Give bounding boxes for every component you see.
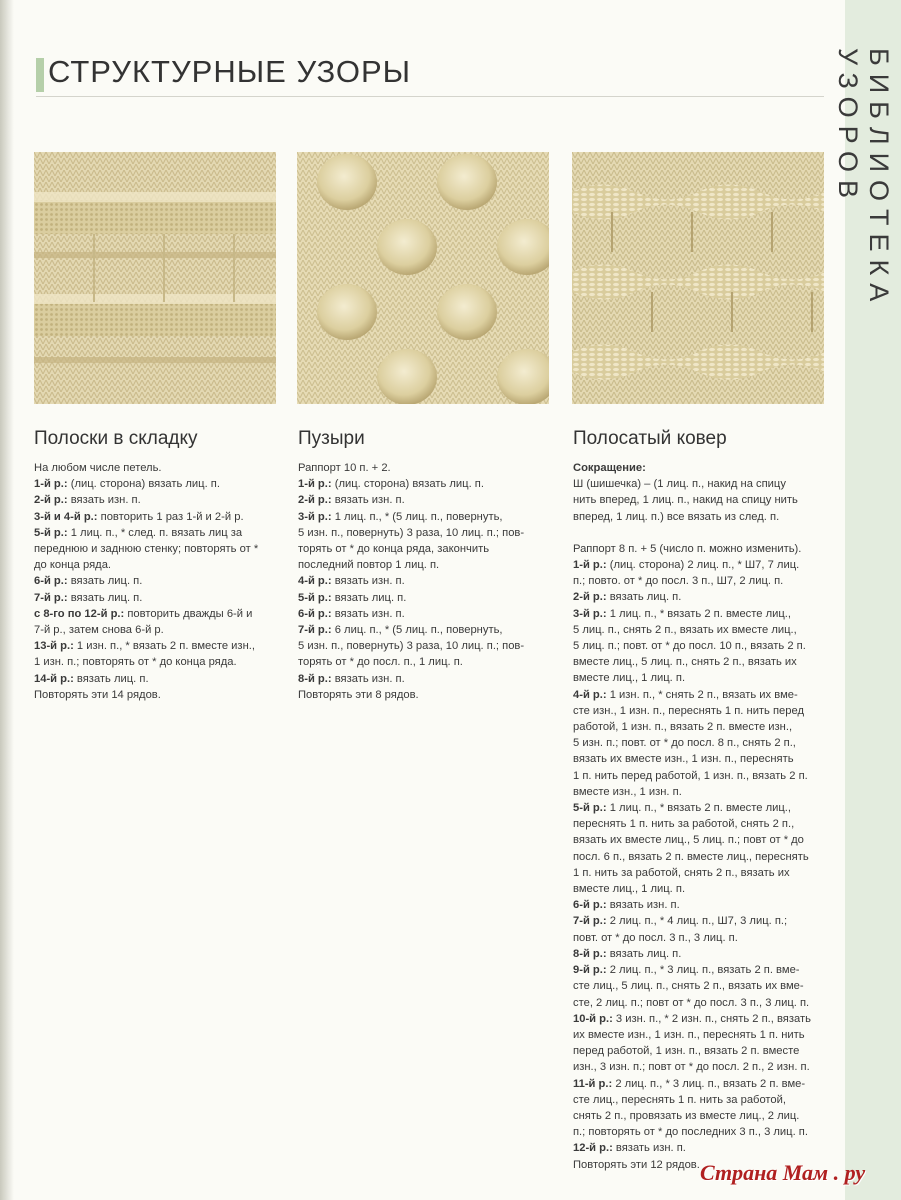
instruction-line — [34, 622, 279, 638]
row-label: Сокращение: — [573, 462, 646, 474]
row-text: 5 лиц. п., снять 2 п., вязать их вместе лиц., — [573, 623, 797, 636]
row-text: п.; повторять от * до последних 3 п., 3 лиц. п. — [573, 1126, 808, 1139]
row-text: торять от * до конца ряда, закончить — [298, 543, 490, 556]
instruction-line — [573, 1092, 831, 1108]
row-text: 5 изн. п., повернуть) 3 раза, 10 лиц. п.; пов- — [298, 640, 525, 653]
instruction-line — [573, 638, 831, 654]
instruction-line — [573, 1124, 831, 1140]
instruction-line — [298, 460, 550, 476]
row-label: 7-й р.: — [298, 624, 332, 637]
row-text: вместе изн., 1 изн. п. — [573, 785, 682, 798]
row-label: с 8-го по 12-й р.: — [34, 607, 125, 620]
row-text: (лиц. сторона) вязать лиц. п. — [67, 478, 220, 491]
row-text: сте лиц., переснять 1 п. нить за работой, — [573, 1093, 787, 1106]
instruction-line — [573, 589, 831, 605]
pattern-instructions — [298, 460, 550, 703]
instruction-line — [573, 962, 831, 978]
instruction-line — [573, 509, 831, 525]
instruction-line — [298, 687, 550, 703]
row-text: (лиц. сторона) вязать лиц. п. — [331, 478, 484, 491]
row-label: 7-й р.: — [34, 591, 68, 604]
instruction-line — [34, 573, 279, 589]
row-text: снять 2 п., провязать из вместе лиц., 2 лиц. — [573, 1109, 800, 1122]
row-text: повторить 1 раз 1-й и 2-й р. — [97, 510, 244, 523]
instruction-line — [573, 476, 831, 492]
instruction-line — [573, 703, 831, 719]
instruction-line — [573, 622, 831, 638]
row-text: 2 лиц. п., * 3 лиц. п., вязать 2 п. вме- — [612, 1077, 806, 1090]
row-text: 6 лиц. п., * (5 лиц. п., повернуть, — [331, 624, 503, 637]
instruction-line — [34, 687, 279, 703]
instruction-line — [298, 671, 550, 687]
row-text: вместе лиц., 1 лиц. п. — [573, 883, 686, 896]
row-text: вязать их вместе лиц., 5 лиц. п.; повт от * до — [573, 834, 804, 847]
row-label: 5-й р.: — [34, 526, 68, 539]
instruction-line — [573, 784, 831, 800]
row-text: вместе лиц., 1 лиц. п. — [573, 672, 686, 685]
row-label: 10-й р.: — [573, 1012, 613, 1025]
row-label: 8-й р.: — [573, 947, 607, 960]
row-label: 5-й р.: — [573, 802, 607, 815]
instruction-line — [34, 654, 279, 670]
instruction-line — [573, 1027, 831, 1043]
pattern-title: Полоски в складку — [34, 428, 198, 449]
row-label: 7-й р.: — [573, 915, 607, 928]
row-text: вязать изн. п. — [606, 899, 680, 912]
row-label: 4-й р.: — [298, 575, 332, 588]
row-label: 2-й р.: — [34, 494, 68, 507]
page-gutter-shadow — [0, 0, 14, 1200]
instruction-line — [34, 606, 279, 622]
row-text: вязать изн. п. — [331, 672, 405, 685]
row-text: повторить дважды 6-й и — [124, 607, 253, 620]
instruction-line — [298, 638, 550, 654]
pattern-instructions — [34, 460, 279, 703]
row-label: 6-й р.: — [573, 899, 607, 912]
row-text: вязать их вместе изн., 1 изн. п., переснять — [573, 753, 794, 766]
instruction-line — [573, 1043, 831, 1059]
row-text: (лиц. сторона) 2 лиц. п., * Ш7, 7 лиц. — [606, 559, 800, 572]
row-label: 9-й р.: — [573, 964, 607, 977]
instruction-line — [573, 865, 831, 881]
row-text: вязать лиц. п. — [606, 591, 682, 604]
instruction-line — [573, 897, 831, 913]
row-text: 1 лиц. п., * вязать 2 п. вместе лиц., — [606, 802, 791, 815]
row-text: повт. от * до посл. 3 п., 3 лиц. п. — [573, 931, 738, 944]
instruction-line — [573, 1108, 831, 1124]
row-text: торять от * до посл. п., 1 лиц. п. — [298, 656, 463, 669]
instruction-line — [298, 476, 550, 492]
row-text: Раппорт 8 п. + 5 (число п. можно изменить). — [573, 542, 802, 555]
row-text: п.; повто. от * до посл. 3 п., Ш7, 2 лиц. п. — [573, 575, 784, 588]
instruction-line — [573, 573, 831, 589]
row-label: 1-й р.: — [298, 478, 332, 491]
row-text: перед работой, 1 изн. п., вязать 2 п. вместе — [573, 1045, 800, 1058]
instruction-line — [34, 541, 279, 557]
row-text: Повторять эти 14 рядов. — [34, 688, 161, 701]
row-text: 5 лиц. п.; повт. от * до посл. 10 п., вязать 2 п. — [573, 640, 806, 653]
title-divider — [36, 96, 824, 97]
pattern-column-striped-rug — [573, 428, 831, 1173]
row-text: вместе лиц., 5 лиц. п., снять 2 п., вязать их — [573, 656, 797, 669]
row-text: вязать лиц. п. — [606, 947, 682, 960]
row-text: Ш (шишечка) – (1 лиц. п., накид на спицу — [573, 478, 786, 491]
instruction-line — [298, 492, 550, 508]
instruction-line — [573, 930, 831, 946]
instruction-line — [573, 881, 831, 897]
pattern-instructions — [573, 460, 831, 1173]
instruction-line — [34, 590, 279, 606]
instruction-line — [573, 832, 831, 848]
instruction-line — [573, 606, 831, 622]
row-text: до конца ряда. — [34, 559, 112, 572]
swatch-striped-rug — [572, 152, 824, 404]
instruction-line — [573, 1140, 831, 1156]
row-text: 5 изн. п., повернуть) 3 раза, 10 лиц. п.; пов- — [298, 526, 525, 539]
row-text: их вместе изн., 1 изн. п., переснять 1 п. нить — [573, 1028, 805, 1041]
row-text: На любом числе петель. — [34, 462, 162, 474]
instruction-line — [34, 638, 279, 654]
row-text: 7-й р., затем снова 6-й р. — [34, 624, 164, 637]
instruction-line — [573, 768, 831, 784]
instruction-line — [298, 557, 550, 573]
row-text: вязать лиц. п. — [331, 591, 407, 604]
instruction-line — [573, 800, 831, 816]
row-text: вязать лиц. п. — [67, 575, 143, 588]
instruction-line — [573, 946, 831, 962]
row-text: 1 п. нить перед работой, 1 изн. п., вязать 2 п. — [573, 769, 808, 782]
row-label: 11-й р.: — [573, 1077, 613, 1090]
instruction-line — [34, 492, 279, 508]
row-text: 1 п. нить за работой, снять 2 п., вязать их — [573, 866, 790, 879]
row-text: 2 лиц. п., * 3 лиц. п., вязать 2 п. вме- — [606, 964, 800, 977]
instruction-line — [34, 476, 279, 492]
instruction-line — [573, 557, 831, 573]
instruction-line — [573, 719, 831, 735]
instruction-line — [573, 995, 831, 1011]
instruction-line — [298, 606, 550, 622]
row-label: 4-й р.: — [573, 688, 607, 701]
row-text: вязать изн. п. — [67, 494, 141, 507]
row-text: вязать изн. п. — [612, 1142, 686, 1155]
row-label: 8-й р.: — [298, 672, 332, 685]
row-text: вперед, 1 лиц. п.) все вязать из след. п. — [573, 510, 780, 523]
row-label: 2-й р.: — [298, 494, 332, 507]
instruction-line — [298, 654, 550, 670]
instruction-line — [573, 849, 831, 865]
row-text: вязать лиц. п. — [67, 591, 143, 604]
row-label: 5-й р.: — [298, 591, 332, 604]
row-text: 1 изн. п., * вязать 2 п. вместе изн., — [73, 640, 255, 653]
instruction-line — [573, 670, 831, 686]
row-text: переднюю и заднюю стенку; повторять от * — [34, 543, 259, 556]
instruction-line — [34, 557, 279, 573]
instruction-line — [34, 671, 279, 687]
site-watermark: Страна Мам . ру — [700, 1160, 866, 1185]
instruction-line — [298, 525, 550, 541]
row-text: работой, 1 изн. п., вязать 2 п. вместе изн., — [573, 721, 793, 734]
row-text: 5 изн. п.; повт. от * до посл. 8 п., снять 2 п., — [573, 737, 796, 750]
row-label: 2-й р.: — [573, 591, 607, 604]
row-label: 6-й р.: — [34, 575, 68, 588]
row-text: сте, 2 лиц. п.; повт от * до посл. 3 п., 3 лиц. п. — [573, 996, 810, 1009]
row-text: Повторять эти 8 рядов. — [298, 688, 419, 701]
row-label: 1-й р.: — [34, 478, 68, 491]
instruction-line — [573, 913, 831, 929]
instruction-line — [573, 735, 831, 751]
instruction-line — [573, 492, 831, 508]
row-label: 3-й р.: — [573, 607, 607, 620]
instruction-line — [298, 590, 550, 606]
instruction-line — [573, 541, 831, 557]
row-text: Повторять эти 12 рядов. — [573, 1158, 700, 1171]
side-section-title: БИБЛИОТЕКА УЗОРОВ — [833, 48, 894, 310]
row-text: 3 изн. п., * 2 изн. п., снять 2 п., вязать — [612, 1012, 811, 1025]
row-text: посл. 6 п., вязать 2 п. вместе лиц., переснять — [573, 850, 809, 863]
row-label: 12-й р.: — [573, 1142, 613, 1155]
instruction-line — [34, 460, 279, 476]
row-text: 1 изн. п.; повторять от * до конца ряда. — [34, 656, 237, 669]
pattern-title: Пузыри — [298, 428, 365, 449]
pattern-title: Полосатый ковер — [573, 428, 727, 449]
row-text: 1 лиц. п., * след. п. вязать лиц за — [67, 526, 243, 539]
pattern-column-pleated-stripes — [34, 428, 279, 703]
row-text: сте изн., 1 изн. п., переснять 1 п. нить перед — [573, 704, 805, 717]
instruction-line — [573, 1076, 831, 1092]
instruction-line — [573, 687, 831, 703]
row-text: 1 лиц. п., * вязать 2 п. вместе лиц., — [606, 607, 791, 620]
row-label: 3-й р.: — [298, 510, 332, 523]
row-label: 3-й и 4-й р.: — [34, 510, 98, 523]
instruction-line — [573, 751, 831, 767]
instruction-line — [298, 622, 550, 638]
row-text: 1 изн. п., * снять 2 п., вязать их вме- — [606, 688, 798, 701]
instruction-line — [34, 525, 279, 541]
instruction-line — [298, 509, 550, 525]
instruction-line — [298, 541, 550, 557]
instruction-line — [573, 978, 831, 994]
instruction-line — [573, 460, 831, 476]
instruction-line — [573, 1059, 831, 1075]
row-text: Раппорт 10 п. + 2. — [298, 462, 391, 474]
row-text: изн., 3 изн. п.; повт от * до посл. 2 п., 2 изн. п. — [573, 1061, 810, 1074]
instruction-line — [573, 1011, 831, 1027]
swatch-pleated-stripes — [34, 152, 276, 404]
row-text: нить вперед, 1 лиц. п., накид на спицу нить — [573, 494, 798, 507]
row-label: 14-й р.: — [34, 672, 74, 685]
instruction-line — [34, 509, 279, 525]
pattern-column-bubbles — [298, 428, 550, 703]
instruction-line — [573, 816, 831, 832]
swatch-bubbles — [297, 152, 549, 404]
row-label: 13-й р.: — [34, 640, 74, 653]
row-text: вязать изн. п. — [331, 607, 405, 620]
row-text: вязать лиц. п. — [73, 672, 149, 685]
row-text: 2 лиц. п., * 4 лиц. п., Ш7, 3 лиц. п.; — [606, 915, 788, 928]
instruction-line — [573, 654, 831, 670]
row-text: последний повтор 1 лиц. п. — [298, 559, 440, 572]
row-label: 1-й р.: — [573, 559, 607, 572]
row-text: 1 лиц. п., * (5 лиц. п., повернуть, — [331, 510, 503, 523]
row-text: переснять 1 п. нить за работой, снять 2 п., — [573, 818, 795, 831]
instruction-line — [573, 525, 831, 541]
row-text: сте лиц., 5 лиц. п., снять 2 п., вязать их вме- — [573, 980, 804, 993]
title-accent-bar — [36, 58, 44, 92]
row-label: 6-й р.: — [298, 607, 332, 620]
row-text: вязать изн. п. — [331, 494, 405, 507]
page-title: СТРУКТУРНЫЕ УЗОРЫ — [48, 54, 412, 89]
row-text: вязать изн. п. — [331, 575, 405, 588]
instruction-line — [298, 573, 550, 589]
